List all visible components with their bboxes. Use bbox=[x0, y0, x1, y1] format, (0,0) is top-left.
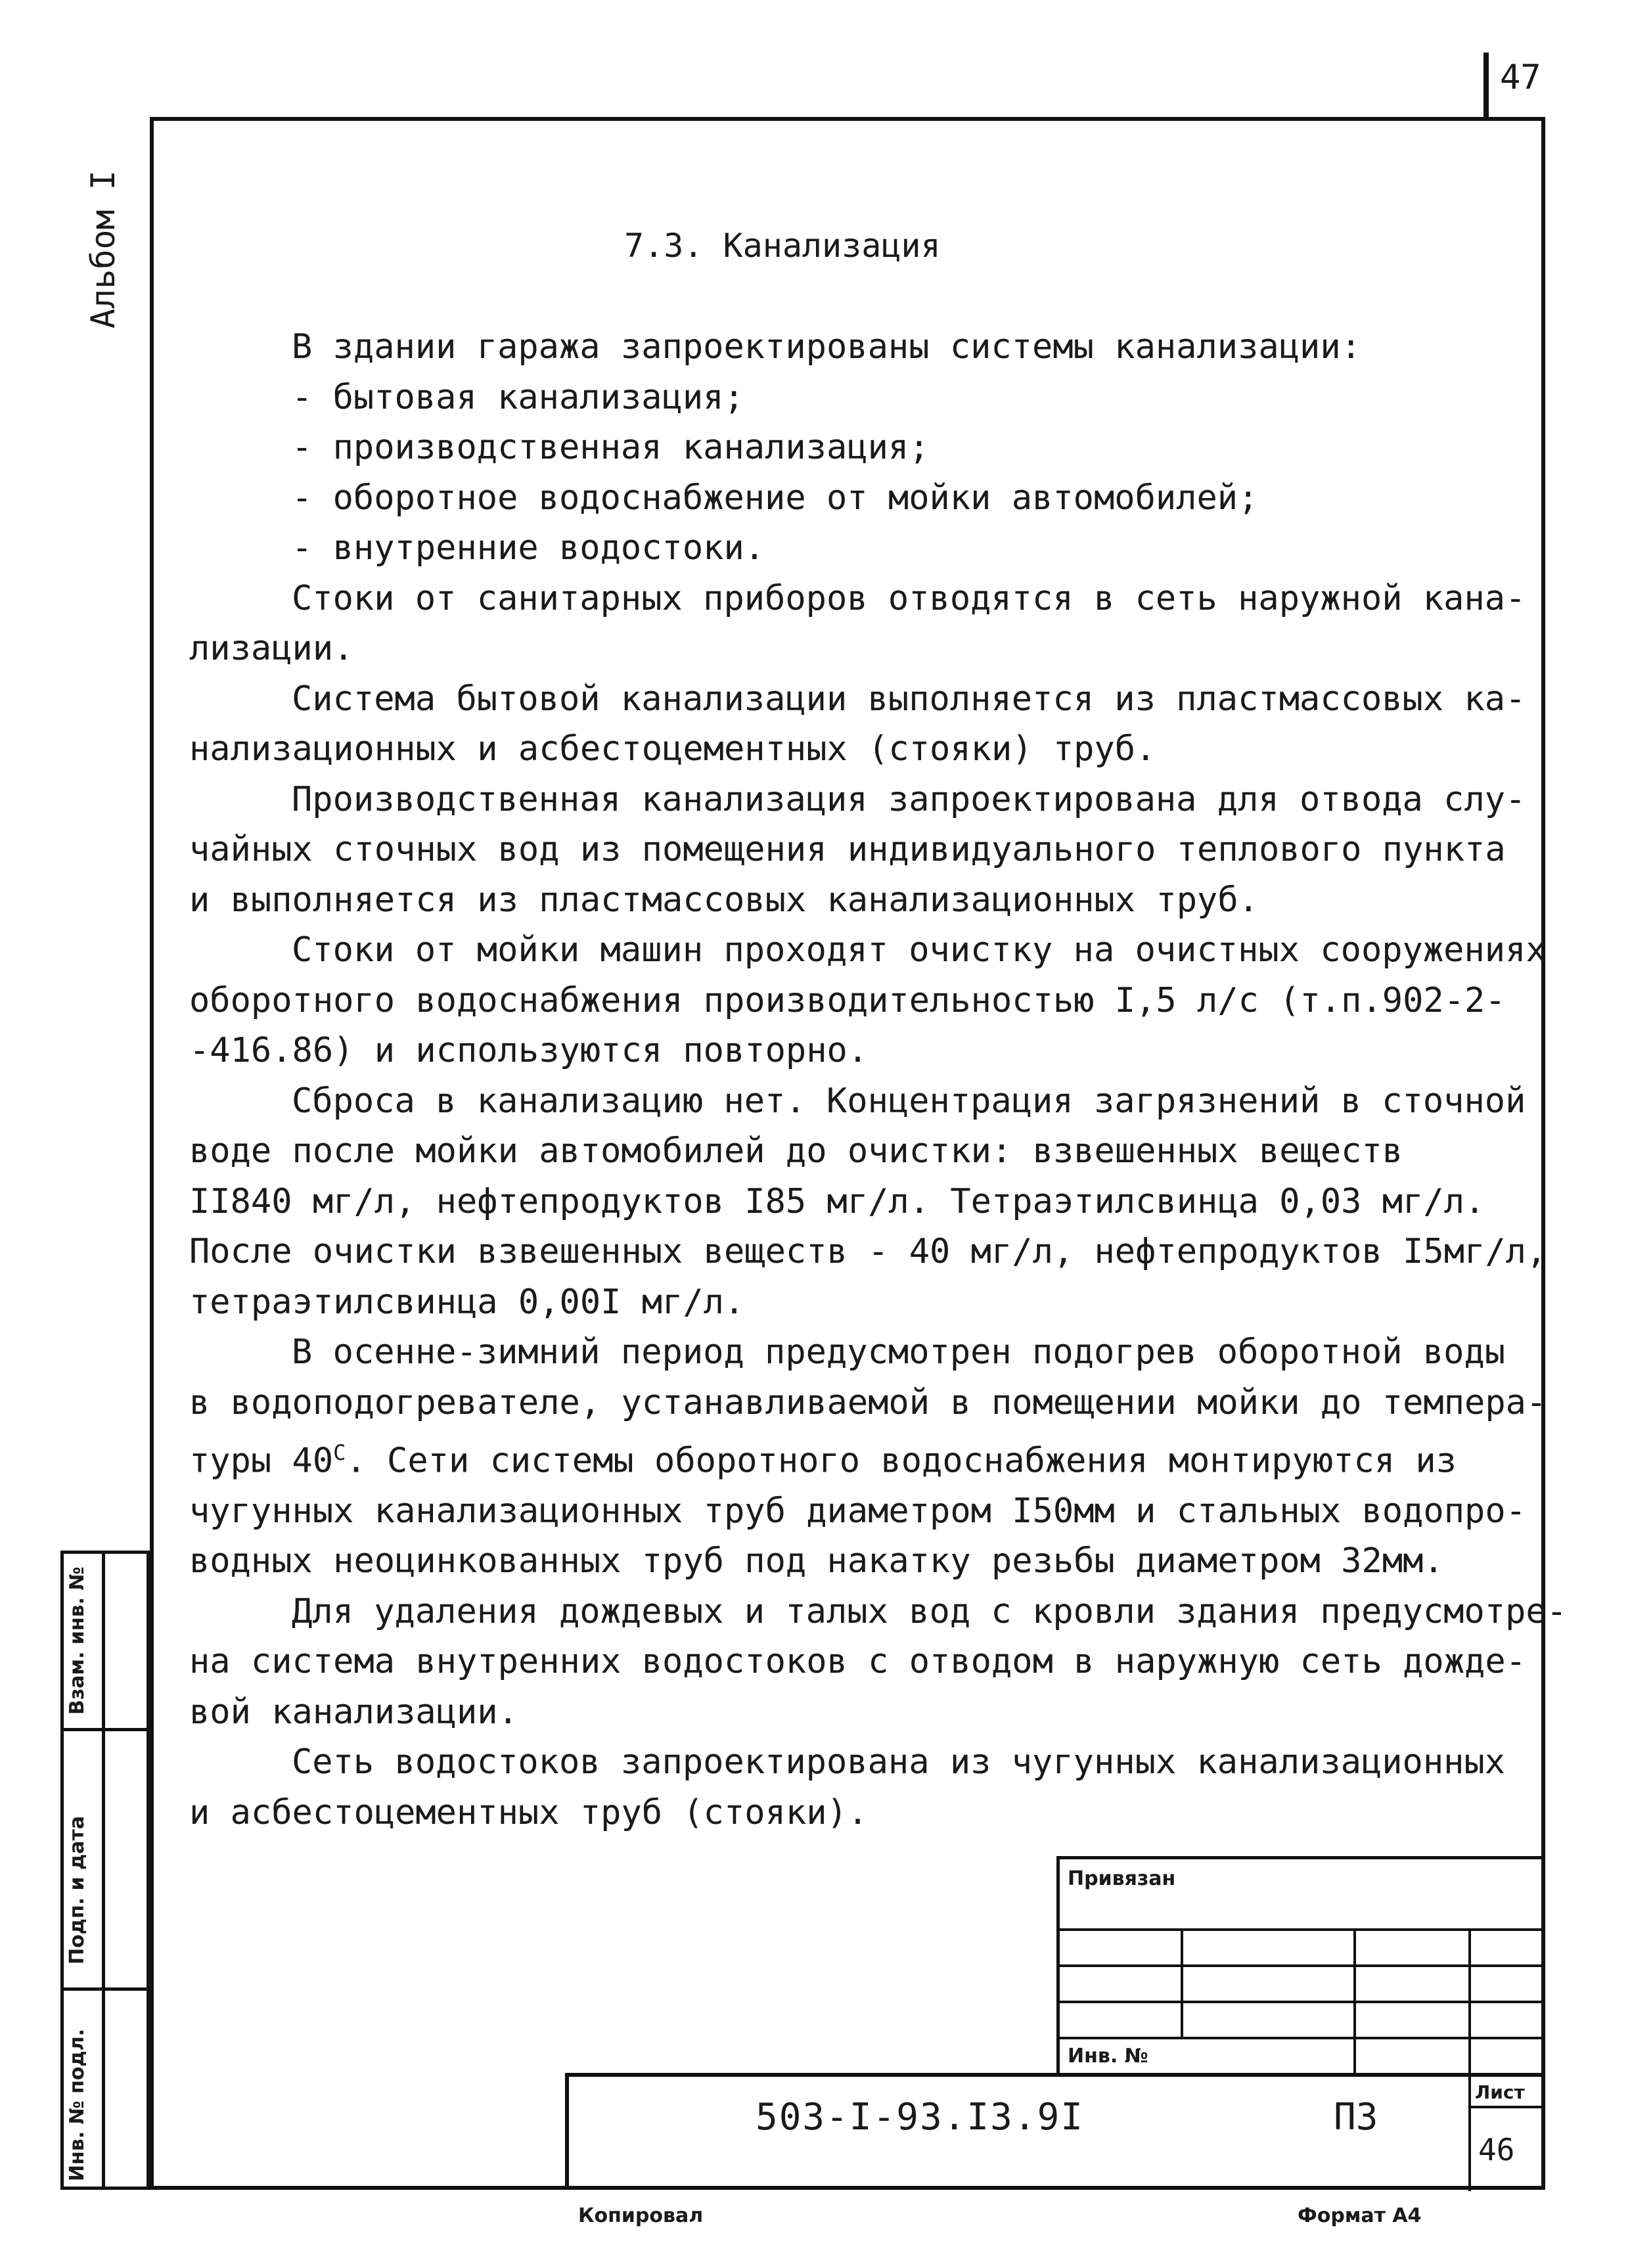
text-line: тетраэтилсвинца 0,00I мг/л. bbox=[189, 1282, 745, 1322]
text-line: воде после мойки автомобилей до очистки: взвешенных веществ bbox=[189, 1131, 1403, 1171]
text-line: - оборотное водоснабжение от мойки автомобилей; bbox=[292, 478, 1259, 518]
text-line: и асбестоцементных труб (стояки). bbox=[189, 1792, 869, 1832]
text-line: - бытовая канализация; bbox=[292, 377, 744, 417]
sheet-number: 46 bbox=[1478, 2132, 1515, 2167]
text-line: оборотного водоснабжения производительностью I,5 л/с (т.п.902-2- bbox=[189, 980, 1506, 1020]
privyazan-label: Привязан bbox=[1068, 1867, 1176, 1890]
text-line: чайных сточных вод из помещения индивидуального теплового пункта bbox=[189, 830, 1506, 869]
tb-line bbox=[1353, 1928, 1356, 2076]
text-line: II840 мг/л, нефтепродуктов I85 мг/л. Тетраэтилсвинца 0,03 мг/л. bbox=[189, 1181, 1485, 1221]
tb-line bbox=[1468, 1928, 1471, 2191]
text-line: Сеть водостоков запроектирована из чугунных канализационных bbox=[292, 1742, 1506, 1782]
text-line: Стоки от мойки машин проходят очистку на очистных сооружениях bbox=[292, 930, 1547, 970]
text-line: на система внутренних водостоков с отводом в наружную сеть дожде- bbox=[189, 1642, 1526, 1682]
text-line: В осенне-зимний период предусмотрен подогрев оборотной воды bbox=[292, 1332, 1506, 1372]
text-line: и выполняется из пластмассовых канализационных труб. bbox=[189, 880, 1259, 920]
page-number: 47 bbox=[1500, 58, 1541, 97]
tb-line bbox=[1056, 2037, 1545, 2039]
text-line: нализационных и асбестоцементных (стояки) труб. bbox=[189, 729, 1156, 769]
stamp-divider bbox=[102, 1554, 105, 2187]
text-line: Производственная канализация запроектирована для отвода слу- bbox=[292, 779, 1526, 819]
text-line: в водоподогревателе, устанавливаемой в помещении мойки до темпера- bbox=[189, 1382, 1547, 1422]
document-code: 503-I-93.I3.9I bbox=[756, 2096, 1085, 2139]
text-line: В здании гаража запроектированы системы канализации: bbox=[292, 327, 1361, 367]
footer-copied: Копировал bbox=[578, 2204, 704, 2227]
stamp-row-divider bbox=[64, 1728, 147, 1731]
stamp-podp-data: Подп. и дата bbox=[66, 1815, 89, 1964]
text-line: Стоки от санитарных приборов отводятся в сеть наружной кана- bbox=[292, 578, 1526, 618]
text-line: После очистки взвешенных веществ - 40 мг/л, нефтепродуктов I5мг/л, bbox=[189, 1232, 1547, 1271]
body-text bbox=[189, 322, 1568, 1838]
section-title: 7.3. Канализация bbox=[624, 227, 941, 265]
text-line: лизации. bbox=[189, 629, 354, 668]
text-line: - внутренние водостоки. bbox=[292, 528, 765, 568]
text-line: - производственная канализация; bbox=[292, 428, 930, 467]
stamp-vzam-inv: Взам. инв. № bbox=[66, 1566, 89, 1715]
stamp-inv-podl: Инв. № подл. bbox=[66, 2028, 89, 2181]
text-line: водных неоцинкованных труб под накатку резьбы диаметром 32мм. bbox=[189, 1541, 1444, 1581]
text-line: вой канализации. bbox=[189, 1692, 518, 1732]
text-line: Для удаления дождевых и талых вод с кровли здания предусмотре- bbox=[292, 1591, 1568, 1631]
tb-line bbox=[1468, 2106, 1545, 2108]
tb-line bbox=[1056, 1928, 1545, 1931]
album-label: Альбом I bbox=[84, 170, 122, 329]
tb-line bbox=[565, 2073, 569, 2190]
tb-line bbox=[1056, 1964, 1545, 1967]
sheet-label: Лист bbox=[1475, 2081, 1525, 2103]
stamp-row-divider bbox=[64, 1987, 147, 1991]
tb-line bbox=[565, 2073, 1545, 2077]
text-line: туры $40^C$. Сети системы оборотного водоснабжения монтируются из bbox=[189, 1440, 1457, 1481]
tb-line bbox=[1181, 1928, 1183, 2037]
document-type: ПЗ bbox=[1334, 2096, 1378, 2139]
text-line: чугунных канализационных труб диаметром I50мм и стальных водопро- bbox=[189, 1491, 1526, 1531]
inv-no-label: Инв. № bbox=[1068, 2045, 1148, 2068]
text-line: -416.86) и используются повторно. bbox=[189, 1031, 869, 1070]
text-line: Система бытовой канализации выполняется из пластмассовых ка- bbox=[292, 679, 1526, 719]
footer-format: Формат А4 bbox=[1298, 2204, 1422, 2227]
page-number-bar bbox=[1483, 53, 1489, 118]
tb-line bbox=[1056, 2001, 1545, 2003]
text-line: Сброса в канализацию нет. Концентрация загрязнений в сточной bbox=[292, 1081, 1526, 1121]
tb-line bbox=[1056, 1856, 1545, 1859]
